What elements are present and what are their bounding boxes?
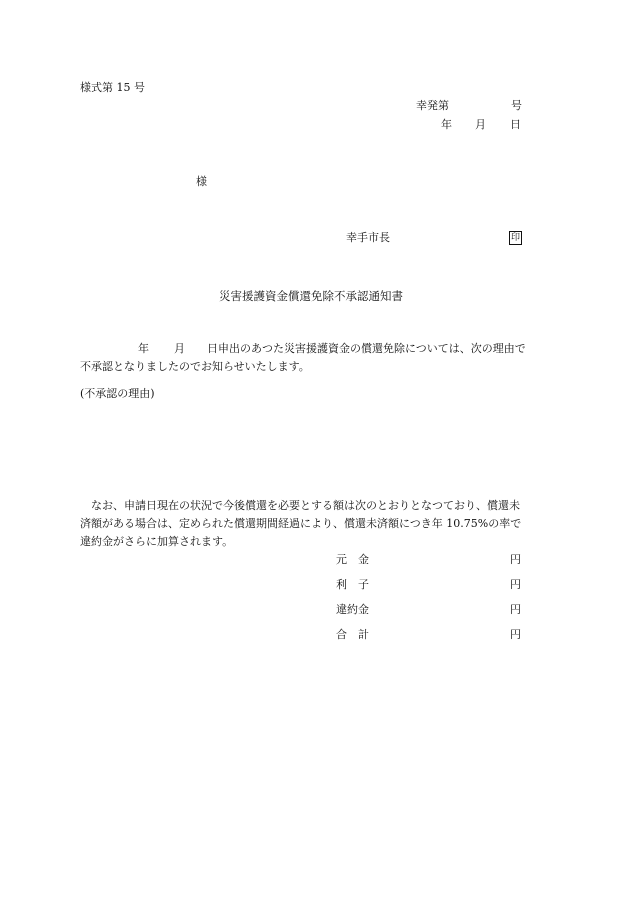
addressee-suffix: 様 (196, 175, 207, 188)
body-year: 年 (138, 342, 149, 355)
form-number: 様式第 15 号 (80, 81, 145, 94)
seal-mark: 印 (510, 233, 520, 243)
amount-unit: 円 (510, 603, 521, 616)
amount-unit: 円 (510, 553, 521, 566)
date-month: 月 (475, 118, 486, 131)
reason-label: (不承認の理由) (80, 387, 155, 400)
document-title: 災害援護資金償還免除不承認通知書 (219, 289, 403, 303)
amount-label: 違約金 (336, 603, 369, 616)
date-year: 年 (441, 118, 452, 131)
note-paragraph (80, 497, 552, 551)
note-line-3: 違約金がさらに加算されます。 (80, 535, 234, 548)
body-text: 日申出のあつた災害援護資金の償還免除については、次の理由で (207, 342, 526, 355)
amount-unit: 円 (510, 578, 521, 591)
issue-number-suffix: 号 (511, 99, 522, 112)
amount-label: 元 金 (336, 553, 369, 566)
body-paragraph (80, 340, 552, 376)
date-day: 日 (510, 118, 521, 131)
issue-number-prefix: 幸発第 (416, 99, 449, 112)
amount-label: 利 子 (336, 578, 369, 591)
body-line-2: 不承認となりましたのでお知らせいたします。 (80, 360, 310, 373)
note-line-2: 済額がある場合は、定められた償還期間経過により、償還未済額につき年 10.75%の率で (80, 517, 522, 530)
body-line-1 (80, 340, 552, 358)
issuer-name: 幸手市長 (346, 231, 390, 244)
amount-label: 合 計 (336, 628, 369, 641)
body-month: 月 (174, 342, 185, 355)
amount-unit: 円 (510, 628, 521, 641)
note-line-1: なお、申請日現在の状況で今後償還を必要とする額は次のとおりとなつており、償還未 (91, 499, 520, 512)
